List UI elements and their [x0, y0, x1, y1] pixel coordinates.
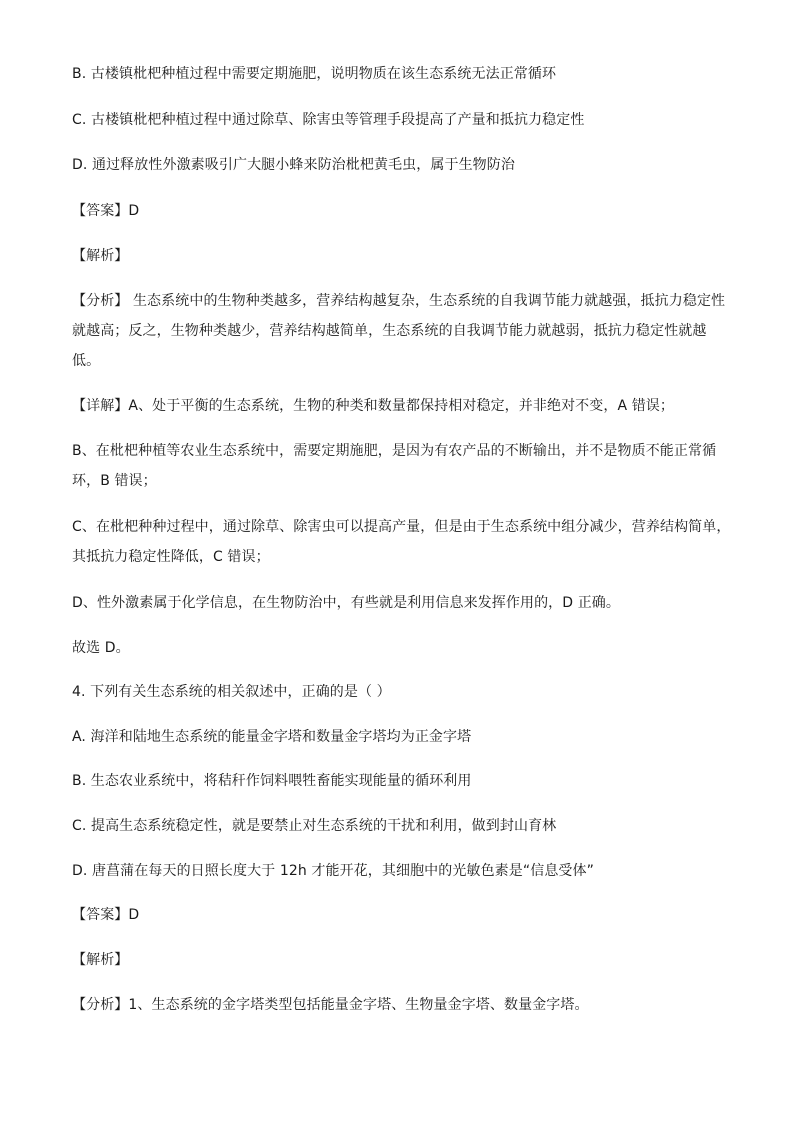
q4-option-c: C. 提高生态系统稳定性，就是要禁止对生态系统的干扰和利用，做到封山育林 [72, 818, 557, 834]
q3-option-d: D. 通过释放性外激素吸引广大腿小蜂来防治枇杷黄毛虫，属于生物防治 [72, 157, 515, 173]
q4-option-b: B. 生态农业系统中，将秸秆作饲料喂牲畜能实现能量的循环利用 [72, 773, 472, 789]
q3-option-b: B. 古楼镇枇杷种植过程中需要定期施肥，说明物质在该生态系统无法正常循环 [72, 66, 557, 82]
q3-option-c: C. 古楼镇枇杷种植过程中通过除草、除害虫等管理手段提高了产量和抵抗力稳定性 [72, 112, 585, 128]
q3-detail-d: D、性外激素属于化学信息，在生物防治中，有些就是利用信息来发挥作用的，D 正确。 [72, 595, 621, 611]
q4-option-a: A. 海洋和陆地生态系统的能量金字塔和数量金字塔均为正金字塔 [72, 729, 472, 745]
q3-answer: 【答案】D [72, 203, 140, 219]
q3-analysis-heading: 【解析】 [72, 248, 129, 264]
q4-stem: 4. 下列有关生态系统的相关叙述中，正确的是（ ） [72, 684, 391, 700]
q4-analysis-fenxi: 【分析】1、生态系统的金字塔类型包括能量金字塔、生物量金字塔、数量金字塔。 [72, 997, 589, 1013]
q3-detail-a: 【详解】A、处于平衡的生态系统，生物的种类和数量都保持相对稳定，并非绝对不变，A 错误； [72, 398, 675, 414]
q3-detail-b: B、在枇杷种植等农业生态系统中，需要定期施肥，是因为有农产品的不断输出，并不是物质不能正常循环，B 错误； [72, 443, 717, 489]
q4-answer: 【答案】D [72, 907, 140, 923]
q3-detail-c: C、在枇杷种种过程中，通过除草、除害虫可以提高产量，但是由于生态系统中组分减少，营养结构简单，其抵抗力稳定性降低，C 错误； [72, 519, 731, 565]
q3-analysis-fenxi: 【分析】 生态系统中的生物种类越多，营养结构越复杂，生态系统的自我调节能力就越强，抵抗力稳定性就越高；反之，生物种类越少，营养结构越简单，生态系统的自我调节能力就越弱，抵抗力稳定性就越低。 [72, 293, 726, 369]
q4-option-d: D. 唐菖蒲在每天的日照长度大于 12h 才能开花，其细胞中的光敏色素是“信息受体” [72, 863, 594, 879]
q3-conclusion: 故选 D。 [72, 640, 130, 656]
q4-analysis-heading: 【解析】 [72, 952, 129, 968]
